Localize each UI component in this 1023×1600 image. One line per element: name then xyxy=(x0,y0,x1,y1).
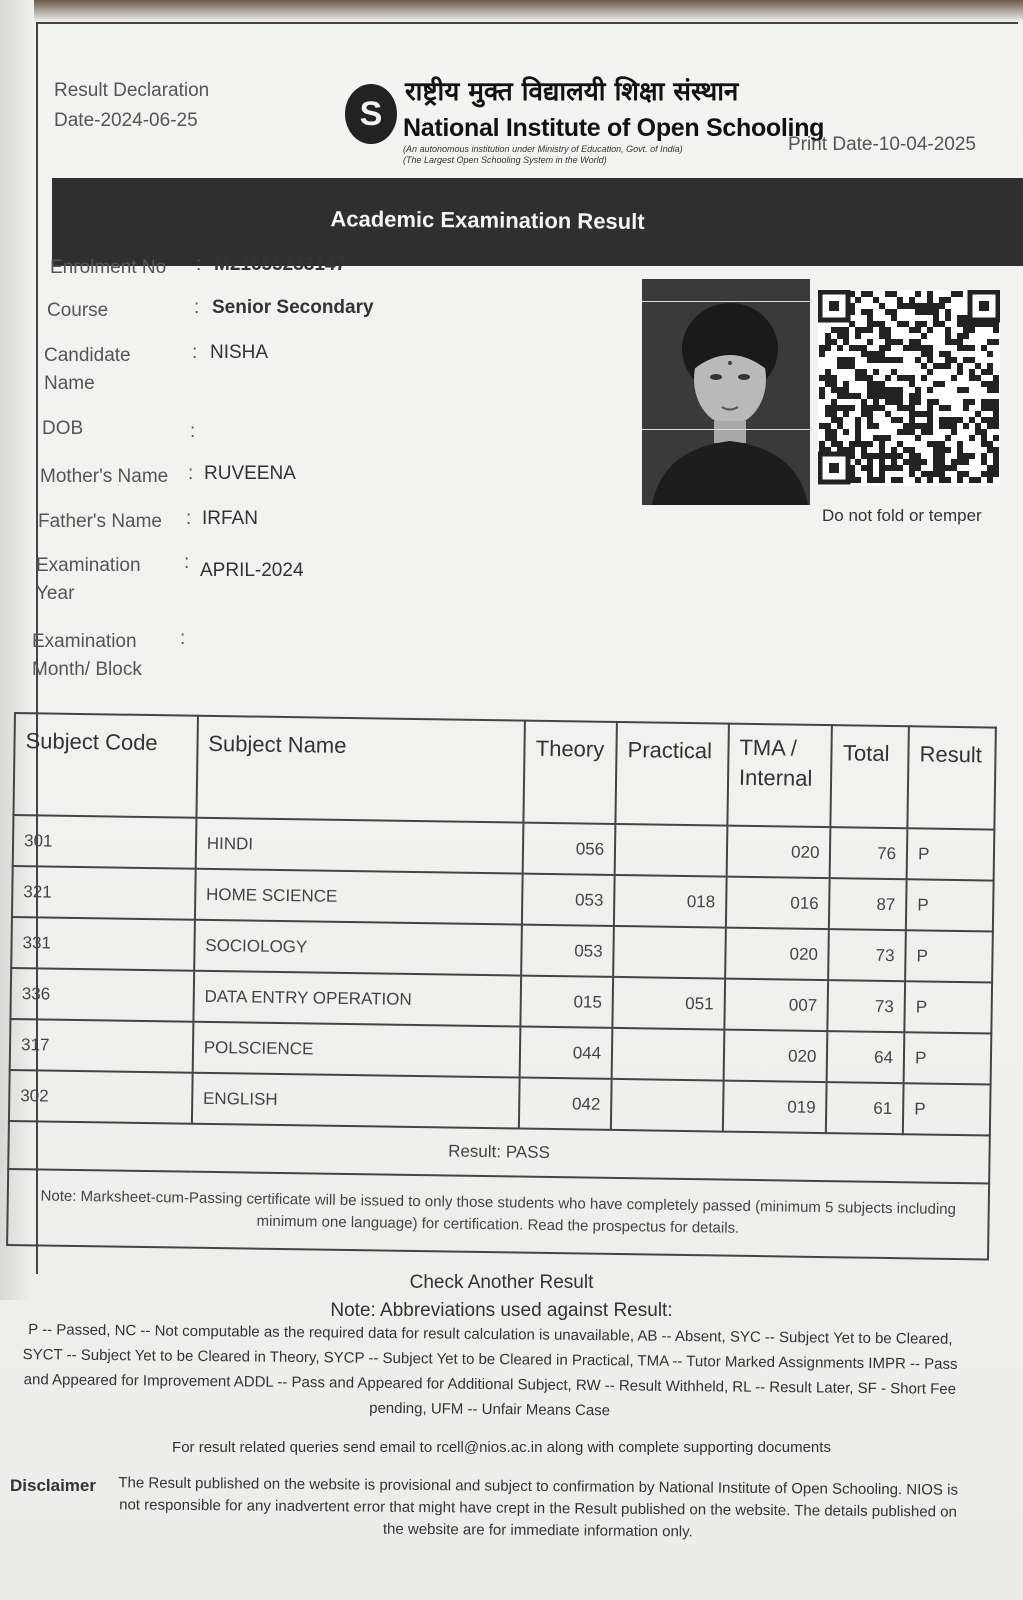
exam-year-label: Examination Year xyxy=(36,555,141,604)
theory-cell: 015 xyxy=(521,976,614,1028)
total-cell: 73 xyxy=(829,929,906,981)
result-declaration-label: Result Declaration xyxy=(54,80,210,101)
subject-code-cell: 302 xyxy=(9,1070,192,1124)
result-sheet: Result Declaration Date-2024-06-25 S राष्ट्रीय मुक्त विद्यालयी शिक्षा संस्थान National Institute of Open Schooling (An autonomous institution under Ministry of Education, Govt. of India) (The Largest Open Schooling System in the World) Print Date-10-04-2025 Academic Examination Result Enrolment No : M21655233147 Course : Senior Secondary Candidate Name : NISHA DOB : Mother's Name : RUVEENA Father's Name : IRFAN Examination Year : APRIL-2024 Examination Month/ Block : Do not fold or temper Subject Code Subject Name Theory Practical TMA / Internal Total Result 301 HINDI 056 020 76 P 321 HOME SCIENCE 053 018 016 87 P 331 SOCIOLOGY 053 020 73 P 336 DATA ENTRY OPERATION 015 051 007 73 P 317 POLSCIENCE 044 020 64 P 302 ENGLISH 042 019 61 P Result: PASS Note: Marksheet-cum-Passing certificate will be issued to only those students who have completely passed (minimum 5 subjects including minimum one language) for certification. Read the prospectus for details. Check Another Result Note: Abbreviations used against Result: P -- Passed, NC -- Not computable as the required data for result calculation is unavailable, AB -- Absent, SYC -- Subject Yet to be Cleared, SYCT -- Subject Yet to be Cleared in Theory, SYCP -- Subject Yet to be Cleared in Practical, TMA -- Tutor Marked Assignments IMPR -- Pass and Appeared for Improvement ADDL -- Pass and Appeared for Additional Subject, RW -- Result Withheld, RL -- Result Later, SF - Short Fee pending, UFM -- Unfair Means Case For result related queries send email to rcell@nios.ac.in along with complete supporting documents Disclaimer The Result published on the website is provisional and subject to confirmation by National Institute of Open Schooling. NIOS is not responsible for any inadvertent error that might have crept in the Result published on the website. The details published on the website are for immediate information only. xyxy=(0,0,1023,1600)
logo-subtitle-line1: (An autonomous institution under Ministry of Education, Govt. of India) xyxy=(403,144,683,154)
practical-cell: 051 xyxy=(613,977,725,1030)
print-date: Print Date-10-04-2025 xyxy=(788,134,976,155)
result-cell: P xyxy=(905,930,993,982)
check-another-result-link[interactable]: Check Another Result xyxy=(409,1272,594,1293)
result-declaration-date: Date-2024-06-25 xyxy=(54,110,198,131)
nios-emblem-icon: S xyxy=(345,84,397,144)
dob-label: DOB xyxy=(42,418,84,439)
practical-cell xyxy=(615,824,727,877)
logo-hindi-text: राष्ट्रीय मुक्त विद्यालयी शिक्षा संस्थान xyxy=(405,77,739,107)
course-value: Senior Secondary xyxy=(212,297,374,318)
result-cell: P xyxy=(906,879,994,931)
theory-cell: 053 xyxy=(522,874,615,926)
qr-code-icon xyxy=(818,290,1000,486)
mother-name-label: Mother's Name xyxy=(40,466,169,487)
title-banner xyxy=(52,178,1023,266)
theory-cell: 053 xyxy=(521,925,614,977)
result-summary: Result: PASS xyxy=(8,1121,990,1184)
theory-cell: 044 xyxy=(520,1027,613,1079)
subject-code-cell: 301 xyxy=(13,815,196,869)
result-cell: P xyxy=(903,1083,991,1135)
subject-name-cell: SOCIOLOGY xyxy=(194,920,522,976)
practical-cell: 018 xyxy=(614,875,726,928)
top-shadow xyxy=(0,0,1023,22)
header-total: Total xyxy=(831,725,909,828)
subject-name-cell: ENGLISH xyxy=(192,1073,520,1129)
header-theory: Theory xyxy=(524,721,617,824)
exam-month-label: Examination Month/ Block xyxy=(32,631,142,680)
subject-code-cell: 321 xyxy=(12,866,195,920)
tma-cell: 020 xyxy=(724,1030,828,1083)
abbreviations-body: P -- Passed, NC -- Not computable as the required data for result calculation is unavailable, AB -- Absent, SYC -- Subject Yet to be Cleared, SYCT -- Subject Yet to be Cleared in Theory, SYCP -- Subject Yet to be Cleared in Practical, TMA -- Tutor Marked Assignments IMPR -- Pass and Appeared for Improvement ADDL -- Pass and Appeared for Additional Subject, RW -- Result Withheld, RL -- Result Later, SF - Short Fee pending, UFM -- Unfair Means Case xyxy=(22,1321,958,1420)
tma-cell: 020 xyxy=(727,826,831,879)
subject-code-cell: 336 xyxy=(10,968,193,1022)
theory-cell: 056 xyxy=(523,823,616,875)
nios-logo xyxy=(345,72,825,172)
subject-name-cell: DATA ENTRY OPERATION xyxy=(193,971,521,1027)
page-title: Academic Examination Result xyxy=(330,206,645,234)
note-row xyxy=(7,1169,989,1260)
candidate-name-value: NISHA xyxy=(210,342,269,363)
subject-code-cell: 331 xyxy=(11,917,194,971)
table-header-row xyxy=(13,713,995,830)
no-fold-notice: Do not fold or temper xyxy=(822,506,982,525)
theory-cell: 042 xyxy=(519,1078,612,1130)
tma-cell: 007 xyxy=(724,979,828,1032)
mother-name-value: RUVEENA xyxy=(204,463,296,484)
exam-year-value: APRIL-2024 xyxy=(200,560,304,581)
certificate-note: Note: Marksheet-cum-Passing certificate will be issued to only those students who have completely passed (minimum 5 subjects including minimum one language) for certification. Read the prospectus for details. xyxy=(7,1169,989,1260)
header-tma-internal: TMA / Internal xyxy=(727,724,832,828)
subject-name-cell: POLSCIENCE xyxy=(192,1022,520,1078)
candidate-photo xyxy=(642,279,810,505)
practical-cell xyxy=(612,1028,724,1081)
result-cell: P xyxy=(904,981,992,1033)
header-practical: Practical xyxy=(616,722,729,826)
header-result: Result xyxy=(907,726,995,829)
tma-cell: 020 xyxy=(725,928,829,981)
tma-cell: 019 xyxy=(723,1081,827,1134)
subject-name-cell: HINDI xyxy=(195,818,523,874)
candidate-name-label: Candidate Name xyxy=(44,345,131,394)
total-cell: 87 xyxy=(829,878,906,930)
enrolment-value: M21655233147 xyxy=(214,254,347,275)
enrolment-label: Enrolment No xyxy=(50,257,167,278)
disclaimer-body: The Result published on the website is provisional and subject to confirmation by National Institute of Open Schooling. NIOS is not responsible for any inadvertent error that might have crept in the Result published on the website. The details published on the website are for immediate information only. xyxy=(118,1474,959,1541)
total-cell: 64 xyxy=(827,1031,904,1083)
total-cell: 73 xyxy=(828,980,905,1032)
father-name-label: Father's Name xyxy=(38,511,163,532)
portrait-icon xyxy=(642,279,810,505)
abbreviations-title: Note: Abbreviations used against Result: xyxy=(330,1300,673,1321)
practical-cell xyxy=(613,926,725,979)
subject-name-cell: HOME SCIENCE xyxy=(195,869,523,925)
total-cell: 61 xyxy=(826,1082,903,1134)
disclaimer-label: Disclaimer xyxy=(10,1476,96,1495)
tma-cell: 016 xyxy=(726,877,830,930)
subject-code-cell: 317 xyxy=(10,1019,193,1073)
marks-table xyxy=(6,712,997,1261)
logo-subtitle-line2: (The Largest Open Schooling System in the World) xyxy=(403,155,607,165)
result-cell: P xyxy=(904,1032,992,1084)
logo-english-text: National Institute of Open Schooling xyxy=(403,114,825,142)
logo-subtitle xyxy=(403,144,683,166)
course-label: Course xyxy=(47,300,109,321)
header-subject-code: Subject Code xyxy=(13,713,197,818)
result-declaration xyxy=(54,76,209,136)
header-subject-name: Subject Name xyxy=(196,716,525,823)
query-email-note: For result related queries send email to rcell@nios.ac.in along with complete supporting documents xyxy=(172,1439,831,1456)
total-cell: 76 xyxy=(830,827,907,879)
practical-cell xyxy=(611,1079,723,1132)
father-name-value: IRFAN xyxy=(202,508,258,529)
result-cell: P xyxy=(907,828,995,880)
